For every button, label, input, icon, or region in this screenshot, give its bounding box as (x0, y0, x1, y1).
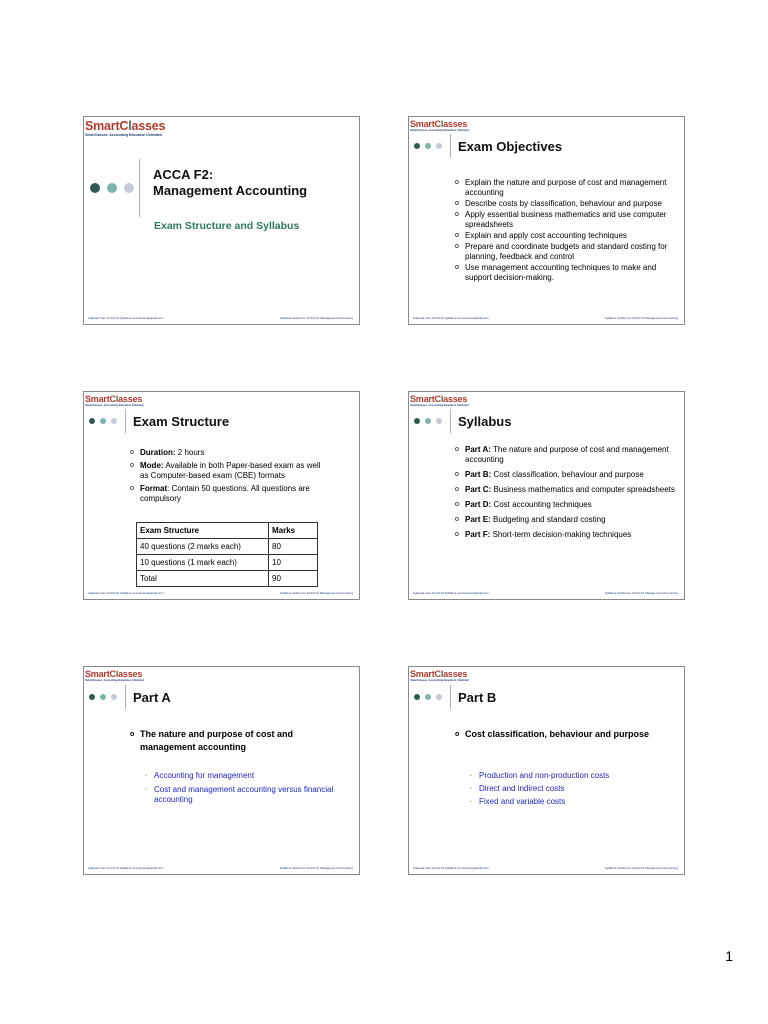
list-item: o Duration: 2 hours (130, 448, 330, 458)
table-row: 10 questions (1 mark each) 10 (137, 555, 318, 571)
list-item: o Part D: Cost accounting techniques (455, 500, 675, 510)
part-heading-list (455, 728, 655, 742)
list-item: o Explain and apply cost accounting techniques (455, 231, 675, 241)
part-heading: o The nature and purpose of cost and management accounting (130, 728, 330, 754)
topics-list (470, 771, 660, 810)
footer-left: Adapted from ACCA F2 Syllabus at www.accaglobal.com (88, 591, 164, 595)
decorative-dots (414, 143, 442, 149)
footer-left: Adapted from ACCA F2 Syllabus at www.accaglobal.com (88, 316, 164, 320)
smartclasses-logo: SmartClasses SmartClasses: Accounting Education Unlimited (410, 119, 469, 132)
part-heading-list (130, 728, 330, 755)
list-item: o Explain the nature and purpose of cost and management accounting (455, 178, 675, 198)
list-item: o Use management accounting techniques to make and support decision-making. (455, 263, 675, 283)
logo-tagline: SmartClasses: Accounting Education Unlimited (85, 133, 162, 137)
smartclasses-logo: SmartClasses SmartClasses: Accounting Education Unlimited (85, 120, 203, 150)
slide-heading: Part A (133, 690, 171, 705)
list-item: ▪ Fixed and variable costs (470, 797, 660, 807)
footer-right: Syllabus Outline for ACCA F2 Management Accounting (604, 866, 678, 870)
table-row: 40 questions (2 marks each) 80 (137, 539, 318, 555)
slide-part-a (83, 666, 360, 875)
list-item: o Part F: Short-term decision-making techniques (455, 530, 675, 540)
table-header-row: Exam Structure Marks (137, 523, 318, 539)
list-item: o Part C: Business mathematics and computer spreadsheets (455, 485, 675, 495)
slide-heading: Syllabus (458, 414, 512, 429)
list-item: o Part A: The nature and purpose of cost and management accounting (455, 445, 675, 465)
list-item: o Part B: Cost classification, behaviour and purpose (455, 470, 675, 480)
slide-heading: Part B (458, 690, 497, 705)
footer-right: Syllabus Outline for ACCA F2 Management Accounting (604, 591, 678, 595)
topics-list (145, 771, 335, 809)
footer-right: Syllabus Outline for ACCA F2 Management Accounting (279, 866, 353, 870)
smartclasses-logo: SmartClasses SmartClasses: Accounting Education Unlimited (410, 394, 469, 407)
slide-syllabus (408, 391, 685, 600)
list-item: o Part E: Budgeting and standard costing (455, 515, 675, 525)
page-number: 1 (725, 948, 733, 964)
list-item: o Mode: Available in both Paper-based exam as well as Computer-based exam (CBE) formats (130, 461, 330, 481)
footer-left: Adapted from ACCA F2 Syllabus at www.accaglobal.com (88, 866, 164, 870)
slide-exam-objectives (408, 116, 685, 325)
list-item: o Prepare and coordinate budgets and standard costing for planning, feedback and control (455, 242, 675, 262)
smartclasses-logo: SmartClasses SmartClasses: Accounting Education Unlimited (85, 394, 144, 407)
footer-left: Adapted from ACCA F2 Syllabus at www.accaglobal.com (413, 591, 489, 595)
list-item: o Apply essential business mathematics and use computer spreadsheets (455, 210, 675, 230)
footer-right: Syllabus Outline for ACCA F2 Management Accounting (279, 316, 353, 320)
smartclasses-logo: SmartClasses SmartClasses: Accounting Education Unlimited (410, 669, 469, 682)
slide-subtitle: Exam Structure and Syllabus (154, 220, 300, 232)
exam-structure-table (136, 522, 318, 587)
decorative-dots (89, 418, 117, 424)
decorative-dots (414, 418, 442, 424)
footer-right: Syllabus Outline for ACCA F2 Management Accounting (279, 591, 353, 595)
smartclasses-logo: SmartClasses SmartClasses: Accounting Education Unlimited (85, 669, 144, 682)
decorative-dots (89, 694, 117, 700)
footer-left: Adapted from ACCA F2 Syllabus at www.accaglobal.com (413, 316, 489, 320)
objectives-list (455, 178, 675, 284)
list-item: ▪ Production and non-production costs (470, 771, 660, 781)
decorative-dots (414, 694, 442, 700)
slide-title (83, 116, 360, 325)
list-item: o Format: Contain 50 questions. All questions are compulsory (130, 484, 330, 504)
decorative-dots (90, 183, 134, 193)
slide-title-heading: ACCA F2: Management Accounting (153, 167, 308, 198)
footer-left: Adapted from ACCA F2 Syllabus at www.accaglobal.com (413, 866, 489, 870)
slide-heading: Exam Objectives (458, 139, 563, 154)
list-item: ▪ Cost and management accounting versus financial accounting (145, 785, 335, 805)
footer-right: Syllabus Outline for ACCA F2 Management Accounting (604, 316, 678, 320)
slide-part-b (408, 666, 685, 875)
slide-exam-structure (83, 391, 360, 600)
exam-structure-list (130, 448, 330, 507)
table-row: Total 90 (137, 571, 318, 587)
list-item: ▪ Direct and indirect costs (470, 784, 660, 794)
list-item: o Describe costs by classification, behaviour and purpose (455, 199, 675, 209)
syllabus-list (455, 445, 675, 545)
part-heading: o Cost classification, behaviour and purpose (455, 728, 655, 741)
slide-heading: Exam Structure (133, 414, 230, 429)
list-item: ▪ Accounting for management (145, 771, 335, 781)
